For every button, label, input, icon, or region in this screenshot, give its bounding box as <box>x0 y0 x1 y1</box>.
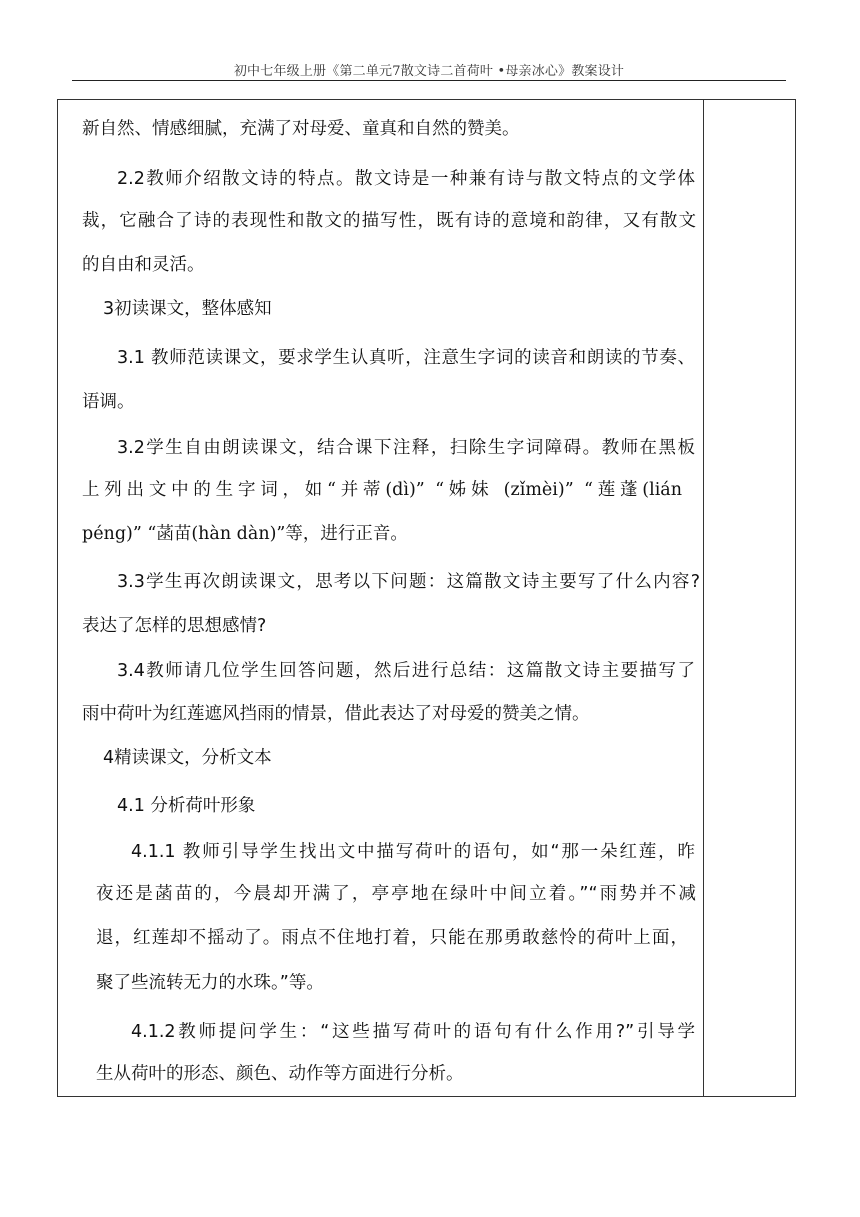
body-line: 新自然、情感细腻，充满了对母爱、童真和自然的赞美。 <box>82 119 520 139</box>
subsection-heading: 4.1 分析荷叶形象 <box>117 796 256 816</box>
table-column-divider <box>703 100 704 1096</box>
body-line: 表达了怎样的思想感情? <box>82 616 267 636</box>
body-line: 的自由和灵活。 <box>82 255 205 275</box>
body-line: 生从荷叶的形态、颜色、动作等方面进行分析。 <box>96 1064 464 1084</box>
body-line: 上列出文中的生字词，如“并蒂(dì)” “姊妹 (zǐmèi)” “莲蓬(lián <box>82 480 682 500</box>
body-line: 3.2学生自由朗读课文，结合课下注释，扫除生字词障碍。教师在黑板 <box>117 438 695 458</box>
body-line: 3.3学生再次朗读课文，思考以下问题：这篇散文诗主要写了什么内容? <box>117 572 700 592</box>
section-heading: 3初读课文，整体感知 <box>103 299 272 319</box>
body-line: 4.1.1 教师引导学生找出文中描写荷叶的语句，如“那一朵红莲，昨 <box>131 842 695 862</box>
body-line: 3.4教师请几位学生回答问题，然后进行总结：这篇散文诗主要描写了 <box>117 661 695 681</box>
body-line: 语调。 <box>82 392 135 412</box>
body-line: péng)” “菡苗(hàn dàn)”等，进行正音。 <box>82 524 408 544</box>
body-line: 2.2教师介绍散文诗的特点。散文诗是一种兼有诗与散文特点的文学体 <box>117 169 695 189</box>
header-rule <box>72 80 786 81</box>
body-line: 退，红莲却不摇动了。雨点不住地打着，只能在那勇敢慈怜的荷叶上面， <box>96 928 688 948</box>
section-heading: 4精读课文，分析文本 <box>103 748 272 768</box>
body-line: 3.1 教师范读课文，要求学生认真听，注意生字词的读音和朗读的节奏、 <box>117 348 695 368</box>
body-line: 聚了些流转无力的水珠。”等。 <box>96 973 324 993</box>
body-line: 夜还是菡苗的，今晨却开满了，亭亭地在绿叶中间立着。”“雨势并不减 <box>96 884 696 904</box>
body-line: 雨中荷叶为红莲遮风挡雨的情景，借此表达了对母爱的赞美之情。 <box>82 704 590 724</box>
running-header-title: 初中七年级上册《第二单元7散文诗二首荷叶 •母亲冰心》教案设计 <box>233 64 625 79</box>
body-line: 裁，它融合了诗的表现性和散文的描写性，既有诗的意境和韵律，又有散文 <box>82 211 696 231</box>
body-line: 4.1.2教师提问学生：“这些描写荷叶的语句有什么作用?”引导学 <box>131 1022 695 1042</box>
